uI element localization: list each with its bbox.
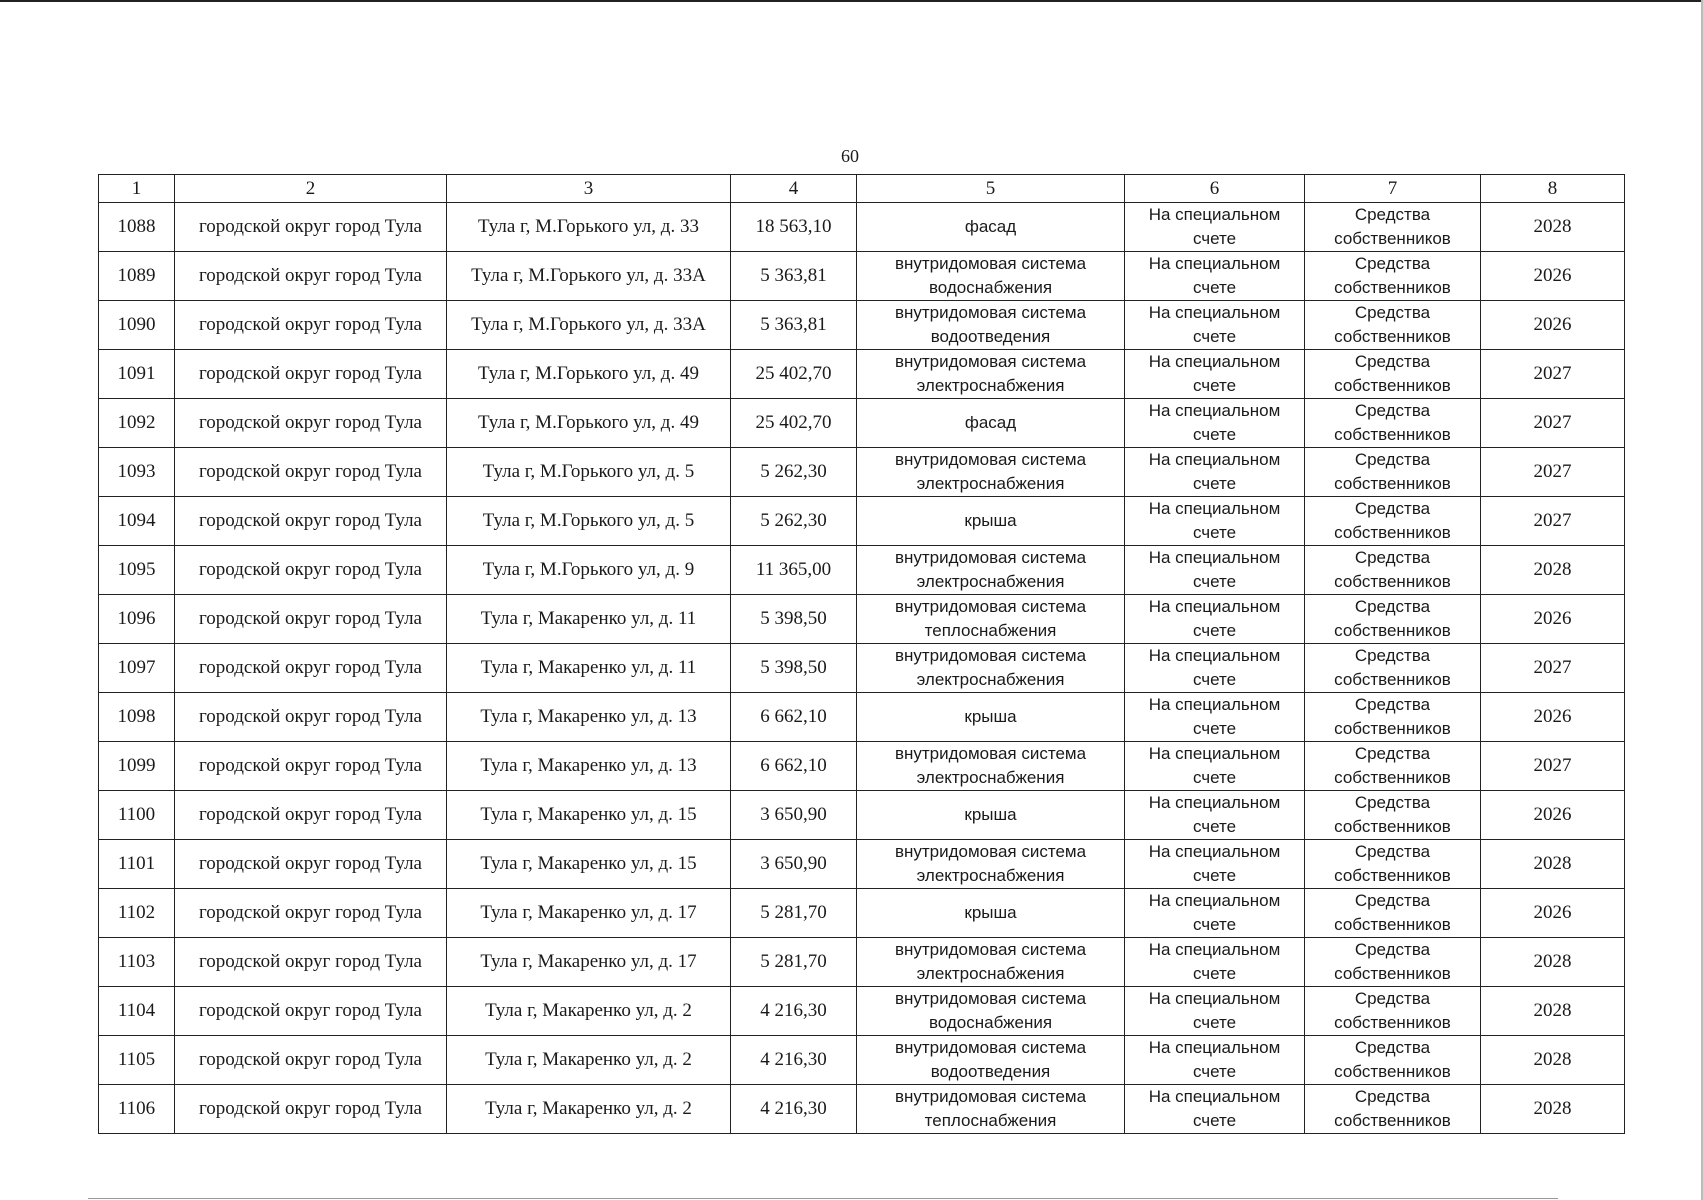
- cell-fund-account: На специальном счете: [1125, 791, 1305, 840]
- cell-fund-account: На специальном счете: [1125, 987, 1305, 1036]
- column-header-row-number: 1: [99, 175, 175, 203]
- cell-area: 5 281,70: [731, 889, 857, 938]
- cell-work-type: внутридомовая система водоотведения: [857, 1036, 1125, 1085]
- cell-row-number: 1102: [99, 889, 175, 938]
- table-row: [99, 644, 1625, 693]
- cell-address: Тула г, М.Горького ул, д. 5: [447, 497, 731, 546]
- cell-funding-source: Средства собственников: [1305, 203, 1481, 252]
- cell-fund-account: На специальном счете: [1125, 301, 1305, 350]
- cell-municipality: городской округ город Тула: [175, 791, 447, 840]
- cell-address: Тула г, Макаренко ул, д. 2: [447, 987, 731, 1036]
- cell-fund-account: На специальном счете: [1125, 1085, 1305, 1134]
- cell-work-type: внутридомовая система водоотведения: [857, 301, 1125, 350]
- column-header-work-type: 5: [857, 175, 1125, 203]
- cell-area: 25 402,70: [731, 350, 857, 399]
- table-row: [99, 301, 1625, 350]
- cell-address: Тула г, Макаренко ул, д. 13: [447, 693, 731, 742]
- cell-work-type: внутридомовая система водоснабжения: [857, 252, 1125, 301]
- cell-funding-source: Средства собственников: [1305, 791, 1481, 840]
- cell-funding-source: Средства собственников: [1305, 252, 1481, 301]
- cell-funding-source: Средства собственников: [1305, 301, 1481, 350]
- cell-row-number: 1091: [99, 350, 175, 399]
- cell-year: 2027: [1481, 497, 1625, 546]
- cell-year: 2026: [1481, 301, 1625, 350]
- cell-funding-source: Средства собственников: [1305, 350, 1481, 399]
- cell-row-number: 1090: [99, 301, 175, 350]
- cell-municipality: городской округ город Тула: [175, 1036, 447, 1085]
- cell-row-number: 1093: [99, 448, 175, 497]
- cell-fund-account: На специальном счете: [1125, 693, 1305, 742]
- cell-funding-source: Средства собственников: [1305, 497, 1481, 546]
- cell-address: Тула г, Макаренко ул, д. 11: [447, 595, 731, 644]
- cell-municipality: городской округ город Тула: [175, 350, 447, 399]
- cell-work-type: внутридомовая система теплоснабжения: [857, 595, 1125, 644]
- table-row: [99, 693, 1625, 742]
- table-row: [99, 938, 1625, 987]
- cell-municipality: городской округ город Тула: [175, 987, 447, 1036]
- cell-area: 5 262,30: [731, 448, 857, 497]
- cell-fund-account: На специальном счете: [1125, 448, 1305, 497]
- cell-address: Тула г, М.Горького ул, д. 49: [447, 399, 731, 448]
- cell-municipality: городской округ город Тула: [175, 644, 447, 693]
- column-header-fund-account: 6: [1125, 175, 1305, 203]
- cell-work-type: внутридомовая система водоснабжения: [857, 987, 1125, 1036]
- column-header-area: 4: [731, 175, 857, 203]
- cell-area: 5 262,30: [731, 497, 857, 546]
- cell-area: 5 398,50: [731, 595, 857, 644]
- cell-municipality: городской округ город Тула: [175, 1085, 447, 1134]
- cell-address: Тула г, Макаренко ул, д. 11: [447, 644, 731, 693]
- cell-row-number: 1092: [99, 399, 175, 448]
- cell-fund-account: На специальном счете: [1125, 840, 1305, 889]
- scan-edge-bottom: [88, 1198, 1558, 1199]
- cell-work-type: крыша: [857, 693, 1125, 742]
- cell-area: 6 662,10: [731, 693, 857, 742]
- cell-work-type: фасад: [857, 203, 1125, 252]
- page-number: 60: [841, 146, 859, 166]
- cell-year: 2027: [1481, 350, 1625, 399]
- cell-municipality: городской округ город Тула: [175, 399, 447, 448]
- cell-row-number: 1097: [99, 644, 175, 693]
- cell-work-type: внутридомовая система электроснабжения: [857, 644, 1125, 693]
- cell-funding-source: Средства собственников: [1305, 840, 1481, 889]
- table-row: [99, 203, 1625, 252]
- cell-funding-source: Средства собственников: [1305, 693, 1481, 742]
- cell-year: 2026: [1481, 595, 1625, 644]
- cell-address: Тула г, Макаренко ул, д. 17: [447, 889, 731, 938]
- cell-work-type: внутридомовая система электроснабжения: [857, 546, 1125, 595]
- cell-address: Тула г, Макаренко ул, д. 2: [447, 1036, 731, 1085]
- cell-area: 4 216,30: [731, 987, 857, 1036]
- cell-fund-account: На специальном счете: [1125, 644, 1305, 693]
- cell-row-number: 1105: [99, 1036, 175, 1085]
- cell-fund-account: На специальном счете: [1125, 889, 1305, 938]
- cell-area: 5 363,81: [731, 252, 857, 301]
- cell-work-type: внутридомовая система электроснабжения: [857, 840, 1125, 889]
- header-row: [99, 175, 1625, 203]
- column-header-year: 8: [1481, 175, 1625, 203]
- cell-municipality: городской округ город Тула: [175, 840, 447, 889]
- table-row: [99, 791, 1625, 840]
- cell-work-type: фасад: [857, 399, 1125, 448]
- cell-municipality: городской округ город Тула: [175, 693, 447, 742]
- cell-municipality: городской округ город Тула: [175, 595, 447, 644]
- cell-row-number: 1098: [99, 693, 175, 742]
- cell-work-type: внутридомовая система электроснабжения: [857, 448, 1125, 497]
- cell-address: Тула г, М.Горького ул, д. 9: [447, 546, 731, 595]
- column-header-address: 3: [447, 175, 731, 203]
- cell-row-number: 1088: [99, 203, 175, 252]
- cell-year: 2028: [1481, 203, 1625, 252]
- table-row: [99, 399, 1625, 448]
- table-body: [99, 203, 1625, 1134]
- cell-municipality: городской округ город Тула: [175, 938, 447, 987]
- cell-address: Тула г, Макаренко ул, д. 13: [447, 742, 731, 791]
- column-header-funding-source: 7: [1305, 175, 1481, 203]
- cell-row-number: 1099: [99, 742, 175, 791]
- cell-work-type: крыша: [857, 889, 1125, 938]
- table-row: [99, 987, 1625, 1036]
- scan-edge-top: [0, 0, 1703, 2]
- cell-year: 2026: [1481, 889, 1625, 938]
- cell-fund-account: На специальном счете: [1125, 938, 1305, 987]
- cell-fund-account: На специальном счете: [1125, 1036, 1305, 1085]
- cell-row-number: 1089: [99, 252, 175, 301]
- cell-area: 3 650,90: [731, 840, 857, 889]
- cell-funding-source: Средства собственников: [1305, 644, 1481, 693]
- cell-address: Тула г, М.Горького ул, д. 33А: [447, 301, 731, 350]
- cell-area: 18 563,10: [731, 203, 857, 252]
- table-row: [99, 595, 1625, 644]
- table-row: [99, 840, 1625, 889]
- table-row: [99, 1036, 1625, 1085]
- cell-address: Тула г, М.Горького ул, д. 5: [447, 448, 731, 497]
- cell-area: 4 216,30: [731, 1036, 857, 1085]
- cell-municipality: городской округ город Тула: [175, 889, 447, 938]
- cell-year: 2027: [1481, 448, 1625, 497]
- cell-row-number: 1095: [99, 546, 175, 595]
- cell-municipality: городской округ город Тула: [175, 203, 447, 252]
- cell-funding-source: Средства собственников: [1305, 1036, 1481, 1085]
- cell-area: 3 650,90: [731, 791, 857, 840]
- cell-row-number: 1103: [99, 938, 175, 987]
- cell-year: 2026: [1481, 252, 1625, 301]
- cell-municipality: городской округ город Тула: [175, 448, 447, 497]
- cell-year: 2028: [1481, 987, 1625, 1036]
- column-header-municipality: 2: [175, 175, 447, 203]
- cell-row-number: 1101: [99, 840, 175, 889]
- cell-municipality: городской округ город Тула: [175, 252, 447, 301]
- cell-funding-source: Средства собственников: [1305, 742, 1481, 791]
- cell-funding-source: Средства собственников: [1305, 546, 1481, 595]
- cell-fund-account: На специальном счете: [1125, 252, 1305, 301]
- cell-year: 2028: [1481, 938, 1625, 987]
- cell-fund-account: На специальном счете: [1125, 350, 1305, 399]
- cell-area: 6 662,10: [731, 742, 857, 791]
- cell-fund-account: На специальном счете: [1125, 497, 1305, 546]
- table-row: [99, 497, 1625, 546]
- cell-row-number: 1100: [99, 791, 175, 840]
- cell-funding-source: Средства собственников: [1305, 448, 1481, 497]
- cell-address: Тула г, М.Горького ул, д. 33А: [447, 252, 731, 301]
- cell-work-type: внутридомовая система электроснабжения: [857, 742, 1125, 791]
- cell-year: 2027: [1481, 742, 1625, 791]
- cell-row-number: 1096: [99, 595, 175, 644]
- cell-municipality: городской округ город Тула: [175, 301, 447, 350]
- cell-address: Тула г, Макаренко ул, д. 15: [447, 840, 731, 889]
- cell-area: 25 402,70: [731, 399, 857, 448]
- table-row: [99, 546, 1625, 595]
- cell-year: 2028: [1481, 1085, 1625, 1134]
- cell-address: Тула г, М.Горького ул, д. 33: [447, 203, 731, 252]
- cell-municipality: городской округ город Тула: [175, 742, 447, 791]
- cell-fund-account: На специальном счете: [1125, 399, 1305, 448]
- cell-address: Тула г, Макаренко ул, д. 17: [447, 938, 731, 987]
- cell-fund-account: На специальном счете: [1125, 742, 1305, 791]
- table-row: [99, 252, 1625, 301]
- cell-funding-source: Средства собственников: [1305, 987, 1481, 1036]
- cell-municipality: городской округ город Тула: [175, 497, 447, 546]
- cell-funding-source: Средства собственников: [1305, 889, 1481, 938]
- cell-year: 2026: [1481, 791, 1625, 840]
- table-row: [99, 448, 1625, 497]
- table-row: [99, 1085, 1625, 1134]
- cell-year: 2026: [1481, 693, 1625, 742]
- cell-year: 2028: [1481, 546, 1625, 595]
- cell-year: 2028: [1481, 1036, 1625, 1085]
- cell-address: Тула г, Макаренко ул, д. 15: [447, 791, 731, 840]
- cell-area: 11 365,00: [731, 546, 857, 595]
- cell-municipality: городской округ город Тула: [175, 546, 447, 595]
- cell-area: 5 398,50: [731, 644, 857, 693]
- cell-area: 5 281,70: [731, 938, 857, 987]
- cell-row-number: 1106: [99, 1085, 175, 1134]
- cell-row-number: 1104: [99, 987, 175, 1036]
- table-row: [99, 350, 1625, 399]
- cell-fund-account: На специальном счете: [1125, 546, 1305, 595]
- table-header: [99, 175, 1625, 203]
- cell-area: 5 363,81: [731, 301, 857, 350]
- cell-work-type: крыша: [857, 497, 1125, 546]
- cell-area: 4 216,30: [731, 1085, 857, 1134]
- cell-year: 2027: [1481, 644, 1625, 693]
- cell-funding-source: Средства собственников: [1305, 1085, 1481, 1134]
- cell-year: 2028: [1481, 840, 1625, 889]
- cell-work-type: внутридомовая система теплоснабжения: [857, 1085, 1125, 1134]
- table-row: [99, 889, 1625, 938]
- cell-year: 2027: [1481, 399, 1625, 448]
- cell-funding-source: Средства собственников: [1305, 938, 1481, 987]
- register-table: [98, 174, 1625, 1134]
- cell-row-number: 1094: [99, 497, 175, 546]
- cell-address: Тула г, Макаренко ул, д. 2: [447, 1085, 731, 1134]
- table-row: [99, 742, 1625, 791]
- cell-address: Тула г, М.Горького ул, д. 49: [447, 350, 731, 399]
- cell-funding-source: Средства собственников: [1305, 595, 1481, 644]
- cell-work-type: внутридомовая система электроснабжения: [857, 350, 1125, 399]
- cell-fund-account: На специальном счете: [1125, 203, 1305, 252]
- cell-funding-source: Средства собственников: [1305, 399, 1481, 448]
- cell-work-type: крыша: [857, 791, 1125, 840]
- cell-work-type: внутридомовая система электроснабжения: [857, 938, 1125, 987]
- cell-fund-account: На специальном счете: [1125, 595, 1305, 644]
